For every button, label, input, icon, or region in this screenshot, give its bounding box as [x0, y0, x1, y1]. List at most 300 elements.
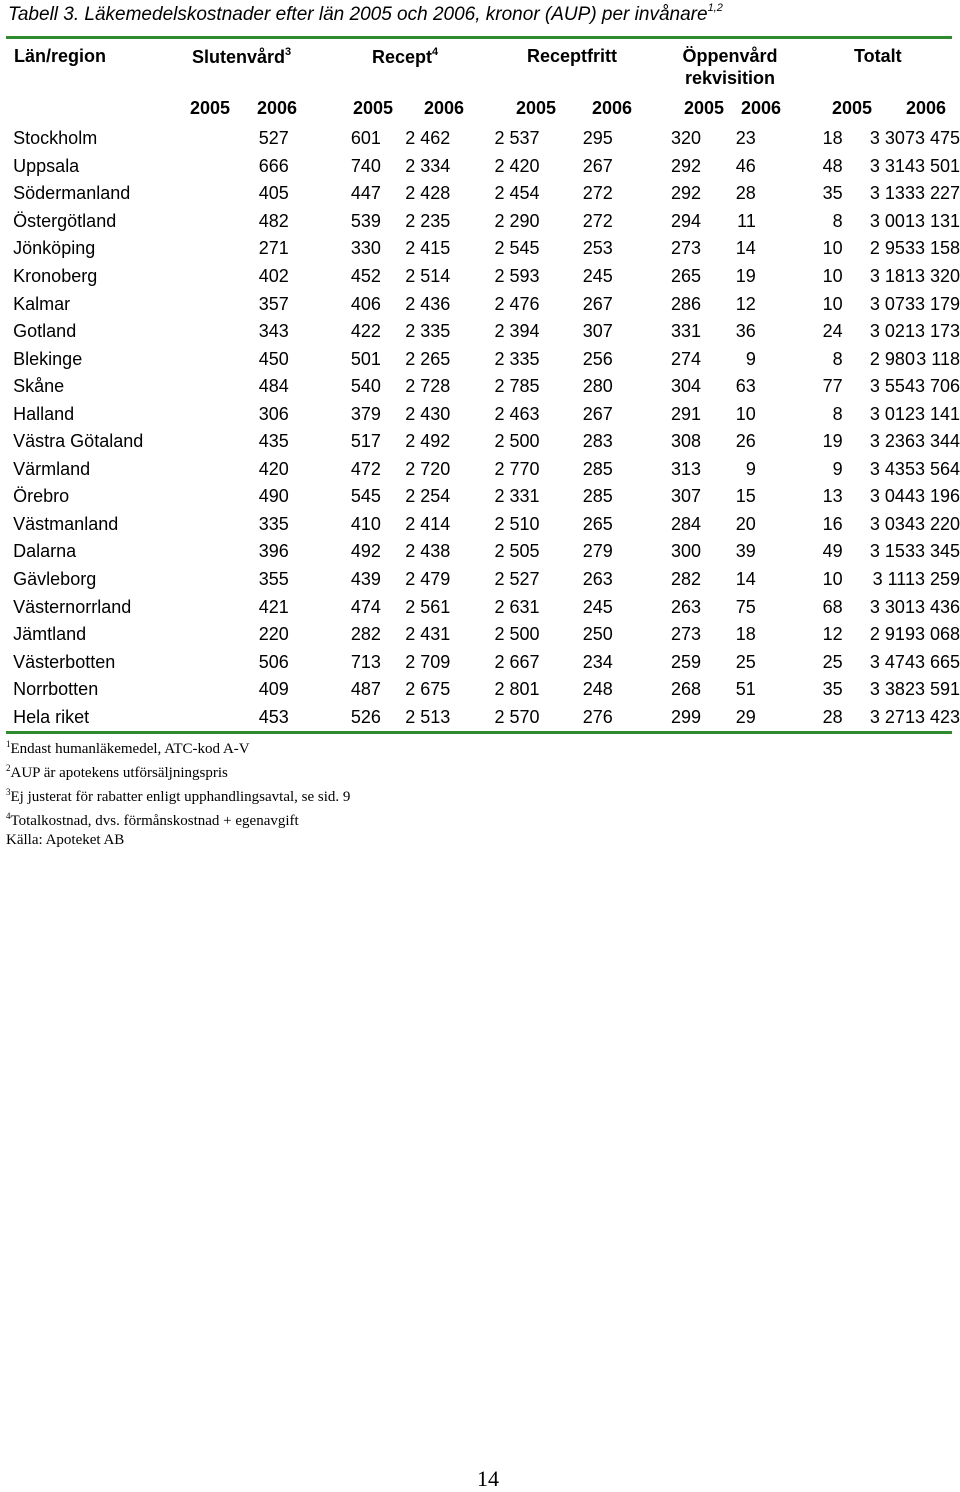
cost-value: 9 [745, 348, 756, 369]
cost-value: 2 492 [405, 431, 451, 452]
table-row [0, 566, 960, 594]
region-name: Blekinge [13, 348, 83, 369]
region-name: Västra Götaland [13, 431, 144, 452]
year-header: 2006 [256, 98, 297, 118]
cost-value: 272 [582, 210, 613, 231]
row-spacer [0, 456, 13, 484]
cost-value: 282 [350, 624, 381, 645]
cost-value: 2 980 [869, 348, 915, 369]
cost-value: 2 335 [494, 348, 540, 369]
region-name: Västerbotten [13, 651, 116, 672]
cost-value: 268 [671, 679, 702, 700]
cost-value: 435 [258, 431, 289, 452]
cost-value: 2 953 [869, 238, 915, 259]
region-name: Jönköping [13, 238, 96, 259]
cost-value: 410 [350, 513, 381, 534]
table-row [0, 593, 960, 621]
region-name: Västernorrland [13, 596, 132, 617]
table-row [0, 703, 960, 731]
header-slutenvard: Slutenvård$^3$ [192, 46, 292, 67]
cost-value: 3 474 [869, 651, 915, 672]
cost-value: 2 919 [869, 624, 915, 645]
cost-value: 220 [258, 624, 289, 645]
cost-value: 2 675 [405, 679, 451, 700]
row-spacer [0, 345, 13, 373]
cost-value: 2 334 [405, 155, 451, 176]
cost-value: 3 501 [914, 155, 960, 176]
row-spacer [0, 263, 13, 291]
region-name: Örebro [13, 486, 70, 507]
region-name: Stockholm [13, 128, 98, 149]
cost-value: 474 [350, 596, 381, 617]
cost-value: 2 545 [494, 238, 540, 259]
cost-value: 48 [822, 155, 843, 176]
page-number: 14 [477, 1466, 499, 1491]
cost-value: 501 [350, 348, 381, 369]
cost-value: 487 [350, 679, 381, 700]
cost-value: 482 [258, 210, 289, 231]
cost-value: 10 [822, 266, 843, 286]
cost-value: 63 [735, 376, 756, 397]
year-header: 2005 [189, 98, 230, 118]
cost-value: 306 [258, 403, 289, 424]
year-header: 2005 [352, 98, 393, 118]
cost-value: 2 420 [494, 155, 540, 176]
cost-value: 539 [350, 210, 381, 231]
cost-value: 452 [350, 266, 381, 286]
region-name: Värmland [13, 458, 91, 479]
cost-value: 406 [350, 293, 381, 314]
cost-value: 267 [582, 403, 613, 424]
row-spacer [0, 400, 13, 428]
cost-value: 3 436 [914, 596, 960, 617]
cost-value: 25 [735, 651, 756, 672]
cost-value: 292 [671, 183, 702, 204]
cost-value: 13 [822, 486, 843, 507]
cost-value: 28 [735, 183, 756, 204]
table-row [0, 208, 960, 236]
cost-value: 3 435 [869, 458, 915, 479]
row-spacer [0, 676, 13, 704]
cost-value: 8 [832, 348, 843, 369]
cost-value: 3 344 [914, 431, 960, 452]
cost-value: 484 [258, 376, 289, 397]
table-row [0, 538, 960, 566]
cost-value: 280 [582, 376, 613, 397]
cost-value: 2 290 [494, 210, 540, 231]
row-spacer [0, 428, 13, 456]
row-spacer [0, 208, 13, 236]
cost-value: 2 394 [494, 321, 540, 342]
cost-value: 3 591 [914, 679, 960, 700]
cost-value: 285 [582, 486, 613, 507]
cost-value: 2 431 [405, 624, 451, 645]
row-spacer [0, 538, 13, 566]
cost-value: 3 307 [869, 128, 915, 149]
year-header: 2005 [683, 98, 724, 118]
cost-value: 3 314 [869, 155, 915, 176]
cost-value: 267 [582, 155, 613, 176]
cost-value: 2 801 [494, 679, 540, 700]
row-spacer [0, 235, 13, 263]
row-spacer [0, 318, 13, 346]
cost-value: 267 [582, 293, 613, 314]
cost-value: 2 463 [494, 403, 540, 424]
cost-value: 3 320 [914, 266, 960, 286]
table-row [0, 318, 960, 346]
table-row [0, 428, 960, 456]
cost-value: 3 475 [914, 128, 960, 149]
cost-value: 3 220 [914, 513, 960, 534]
cost-value: 2 428 [405, 183, 451, 204]
row-spacer [0, 621, 13, 649]
cost-value: 2 235 [405, 210, 451, 231]
cost-value: 313 [671, 458, 702, 479]
cost-value: 248 [582, 679, 613, 700]
cost-value: 265 [582, 513, 613, 534]
region-name: Norrbotten [13, 679, 99, 700]
cost-value: 3 665 [914, 651, 960, 672]
cost-value: 272 [582, 183, 613, 204]
table-row [0, 290, 960, 318]
cost-value: 3 153 [869, 541, 915, 562]
cost-value: 3 382 [869, 679, 915, 700]
cost-value: 291 [671, 403, 702, 424]
region-name: Västmanland [13, 513, 119, 534]
cost-value: 2 785 [494, 376, 540, 397]
cost-value: 300 [671, 541, 702, 562]
table-row [0, 125, 960, 153]
cost-value: 245 [582, 596, 613, 617]
source-note: Källa: Apoteket AB [6, 832, 125, 848]
cost-value: 25 [822, 651, 843, 672]
cost-value: 3 012 [869, 403, 915, 424]
cost-value: 3 131 [914, 210, 960, 231]
cost-value: 35 [822, 679, 843, 700]
cost-value: 253 [582, 238, 613, 259]
region-name: Dalarna [13, 541, 77, 562]
cost-value: 14 [735, 569, 756, 590]
cost-value: 20 [735, 513, 756, 534]
cost-value: 259 [671, 651, 702, 672]
cost-value: 3 158 [914, 238, 960, 259]
row-spacer [0, 125, 13, 153]
cost-value: 3 021 [869, 321, 915, 342]
cost-value: 3 554 [869, 376, 915, 397]
cost-value: 2 728 [405, 376, 451, 397]
cost-value: 29 [735, 706, 756, 727]
cost-value: 3 068 [914, 624, 960, 645]
table-row [0, 235, 960, 263]
cost-value: 284 [671, 513, 702, 534]
cost-value: 2 593 [494, 266, 540, 286]
cost-value: 282 [671, 569, 702, 590]
cost-value: 307 [671, 486, 702, 507]
cost-value: 2 414 [405, 513, 451, 534]
table-row [0, 621, 960, 649]
cost-value: 420 [258, 458, 289, 479]
cost-value: 39 [735, 541, 756, 562]
region-name: Gävleborg [13, 569, 97, 590]
cost-value: 492 [350, 541, 381, 562]
cost-value: 2 436 [405, 293, 451, 314]
cost-value: 308 [671, 431, 702, 452]
year-header: 2005 [515, 98, 556, 118]
cost-value: 421 [258, 596, 289, 617]
cost-value: 355 [258, 569, 289, 590]
cost-value: 3 179 [914, 293, 960, 314]
cost-value: 19 [735, 266, 756, 286]
cost-value: 2 505 [494, 541, 540, 562]
cost-value: 273 [671, 238, 702, 259]
cost-value: 439 [350, 569, 381, 590]
cost-value: 276 [582, 706, 613, 727]
cost-value: 3 141 [914, 403, 960, 424]
cost-value: 28 [822, 706, 843, 727]
header-receptfritt: Receptfritt [527, 46, 618, 66]
cost-value: 740 [350, 155, 381, 176]
cost-value: 23 [735, 128, 756, 149]
cost-value: 26 [735, 431, 756, 452]
cost-value: 2 513 [405, 706, 451, 727]
cost-value: 3 118 [916, 348, 960, 369]
table-row [0, 373, 960, 401]
cost-value: 2 500 [494, 431, 540, 452]
cost-value: 68 [822, 596, 843, 617]
cost-value: 2 537 [494, 128, 540, 149]
header-region: Län/region [14, 46, 107, 66]
region-name: Kalmar [13, 293, 71, 314]
cost-value: 12 [822, 624, 843, 645]
row-spacer [0, 511, 13, 539]
row-spacer [0, 373, 13, 401]
cost-value: 450 [258, 348, 289, 369]
cost-value: 307 [582, 321, 613, 342]
year-header: 2006 [423, 98, 464, 118]
table-body [0, 125, 960, 731]
cost-value: 2 331 [494, 486, 540, 507]
cost-value: 12 [735, 293, 756, 314]
table-row [0, 483, 960, 511]
cost-value: 3 173 [914, 321, 960, 342]
row-spacer [0, 703, 13, 731]
cost-value: 3 301 [869, 596, 915, 617]
footer-rule [6, 731, 952, 734]
cost-value: 245 [582, 266, 613, 286]
cost-value: 409 [258, 679, 289, 700]
cost-value: 453 [258, 706, 289, 727]
cost-value: 526 [350, 706, 381, 727]
cost-value: 10 [822, 238, 843, 259]
cost-value: 601 [350, 128, 381, 149]
cost-value: 2 454 [494, 183, 540, 204]
cost-value: 330 [350, 238, 381, 259]
cost-value: 286 [671, 293, 702, 314]
cost-value: 2 667 [494, 651, 540, 672]
row-spacer [0, 153, 13, 181]
cost-value: 279 [582, 541, 613, 562]
cost-value: 2 438 [405, 541, 451, 562]
cost-value: 263 [582, 569, 613, 590]
cost-value: 8 [832, 210, 843, 231]
cost-value: 3 181 [869, 266, 915, 286]
cost-value: 9 [745, 458, 756, 479]
table-row [0, 153, 960, 181]
cost-value: 666 [258, 155, 289, 176]
table-row [0, 456, 960, 484]
cost-value: 2 415 [405, 238, 451, 259]
cost-value: 540 [350, 376, 381, 397]
cost-value: 3 133 [869, 183, 915, 204]
region-name: Gotland [13, 321, 77, 342]
cost-value: 357 [258, 293, 289, 314]
cost-value: 3 564 [914, 458, 960, 479]
table-row [0, 648, 960, 676]
cost-value: 3 236 [869, 431, 915, 452]
region-name: Östergötland [13, 210, 117, 231]
row-spacer [0, 593, 13, 621]
row-spacer [0, 290, 13, 318]
table-row [0, 511, 960, 539]
cost-value: 2 514 [405, 266, 451, 286]
region-name: Skåne [13, 376, 65, 397]
cost-value: 545 [350, 486, 381, 507]
header-rule [6, 36, 952, 39]
header-totalt: Totalt [854, 46, 902, 66]
cost-value: 265 [671, 266, 702, 286]
region-name: Kronoberg [13, 266, 98, 286]
cost-value: 295 [582, 128, 613, 149]
cost-value: 2 254 [405, 486, 451, 507]
cost-value: 3 271 [869, 706, 915, 727]
cost-value: 3 034 [869, 513, 915, 534]
cost-value: 3 073 [869, 293, 915, 314]
cost-value: 2 500 [494, 624, 540, 645]
table-row [0, 676, 960, 704]
cost-value: 18 [735, 624, 756, 645]
cost-value: 294 [671, 210, 702, 231]
cost-value: 234 [582, 651, 613, 672]
cost-value: 2 561 [405, 596, 451, 617]
footnote: $^3$Ej justerat för rabatter enligt upphandlingsavtal, se sid. 9 [6, 787, 351, 805]
cost-value: 447 [350, 183, 381, 204]
table-row [0, 345, 960, 373]
cost-value: 2 476 [494, 293, 540, 314]
year-header: 2005 [831, 98, 872, 118]
cost-value: 46 [735, 155, 756, 176]
region-name: Hela riket [13, 706, 90, 727]
cost-value: 2 709 [405, 651, 451, 672]
row-spacer [0, 566, 13, 594]
cost-value: 396 [258, 541, 289, 562]
cost-value: 8 [832, 403, 843, 424]
cost-value: 2 265 [405, 348, 451, 369]
cost-value: 506 [258, 651, 289, 672]
cost-value: 24 [822, 321, 843, 342]
cost-value: 405 [258, 183, 289, 204]
region-name: Halland [13, 403, 75, 424]
cost-value: 2 335 [405, 321, 451, 342]
cost-value: 320 [671, 128, 702, 149]
region-name: Uppsala [13, 155, 80, 176]
cost-value: 9 [832, 458, 843, 479]
cost-value: 3 259 [914, 569, 960, 590]
cost-value: 2 510 [494, 513, 540, 534]
cost-value: 402 [258, 266, 289, 286]
cost-value: 3 001 [869, 210, 915, 231]
footnote: $^1$Endast humanläkemedel, ATC-kod A-V [6, 739, 250, 757]
cost-value: 2 430 [405, 403, 451, 424]
cost-value: 343 [258, 321, 289, 342]
cost-value: 379 [350, 403, 381, 424]
cost-value: 422 [350, 321, 381, 342]
cost-value: 271 [258, 238, 289, 259]
cost-value: 49 [822, 541, 843, 562]
footnote: $^2$AUP är apotekens utförsäljningspris [6, 763, 228, 781]
cost-value: 15 [735, 486, 756, 507]
cost-value: 2 527 [494, 569, 540, 590]
cost-value: 283 [582, 431, 613, 452]
cost-value: 250 [582, 624, 613, 645]
year-header: 2006 [905, 98, 946, 118]
cost-value: 10 [822, 569, 843, 590]
cost-value: 713 [350, 651, 381, 672]
row-spacer [0, 648, 13, 676]
cost-value: 3 196 [914, 486, 960, 507]
cost-value: 3 111 [872, 569, 915, 590]
cost-value: 3 044 [869, 486, 915, 507]
cost-value: 2 479 [405, 569, 451, 590]
header-recept: Recept$^4$ [372, 46, 439, 67]
cost-value: 2 462 [405, 128, 451, 149]
cost-value: 35 [822, 183, 843, 204]
cost-value: 285 [582, 458, 613, 479]
cost-value: 331 [671, 321, 702, 342]
cost-value: 51 [735, 679, 756, 700]
region-name: Jämtland [13, 624, 87, 645]
footnotes [6, 735, 350, 850]
table-row [0, 400, 960, 428]
row-spacer [0, 483, 13, 511]
cost-value: 2 631 [494, 596, 540, 617]
cost-value: 517 [350, 431, 381, 452]
cost-value: 335 [258, 513, 289, 534]
cost-value: 36 [735, 321, 756, 342]
table-row [0, 180, 960, 208]
year-header: 2006 [740, 98, 781, 118]
header-oppenvard-rekvisition: Öppenvård rekvisition [682, 46, 778, 88]
cost-value: 472 [350, 458, 381, 479]
year-header: 2006 [591, 98, 632, 118]
footnote: $^4$Totalkostnad, dvs. förmånskostnad + egenavgift [6, 811, 299, 829]
cost-value: 292 [671, 155, 702, 176]
cost-value: 2 720 [405, 458, 451, 479]
cost-value: 77 [822, 376, 843, 397]
cost-value: 304 [671, 376, 702, 397]
cost-value: 10 [822, 293, 843, 314]
cost-value: 75 [735, 596, 756, 617]
row-spacer [0, 180, 13, 208]
cost-value: 11 [737, 210, 756, 231]
cost-value: 3 706 [914, 376, 960, 397]
cost-value: 3 227 [914, 183, 960, 204]
cost-value: 14 [735, 238, 756, 259]
cost-value: 3 423 [914, 706, 960, 727]
cost-value: 10 [735, 403, 756, 424]
cost-value: 2 770 [494, 458, 540, 479]
cost-value: 19 [822, 431, 843, 452]
cost-value: 299 [671, 706, 702, 727]
